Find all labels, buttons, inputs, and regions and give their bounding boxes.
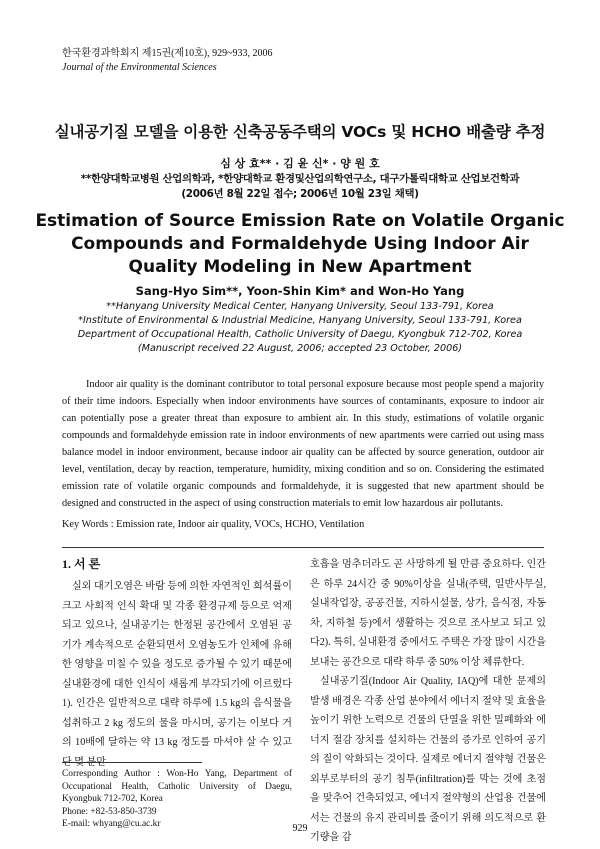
section-divider (62, 547, 544, 548)
journal-name-en: Journal of the Environmental Sciences (62, 62, 217, 73)
author-phone: Phone: +82-53-850-3739 (62, 806, 157, 817)
section-heading: 1. 서 론 (62, 557, 101, 571)
affiliations-en (0, 300, 600, 356)
author-email: E-mail: whyang@cu.ac.kr (62, 819, 161, 829)
journal-header (62, 47, 273, 75)
authors-ko: 심 상 효** · 김 윤 신* · 양 원 호 (220, 157, 380, 170)
footnote-divider (62, 762, 202, 763)
paper-title-en (0, 210, 600, 279)
affiliation-en-line: Department of Occupational Health, Catholic University of Daegu, Kyongbuk 712-702, Korea (77, 329, 523, 340)
page-number: 929 (292, 823, 308, 834)
corresponding-author-footnote (62, 768, 292, 831)
left-column (62, 555, 292, 772)
journal-citation-ko: 한국환경과학회지 제15권(제10호), 929~933, 2006 (62, 48, 273, 59)
body-paragraph: 실외 대기오염은 바람 등에 의한 자연적인 희석률이 크고 사회적 인식 확대 및 각종 환경규제 등으로 억제되고 있으나, 실내공기는 한정된 공간에서 오염된 공기가 계속적으로 순환되면서 오염농도가 인체에 유해한 영향을 미칠 수 있을 정도로 증가될 수 있기 때문에 실내환경에 대한 인식이 새롭게 부각되기에 이르렀다1). 인간은 일반적으로 대략 하루에 1.5 kg의 음식물을 섭취하고 2 kg 정도의 물을 마시며, 공기는 이보다 거의 10배에 달하는 약 13 kg 정도를 마셔야 살 수 있고 단 몇 분만 (62, 581, 292, 768)
authors-en: Sang-Hyo Sim**, Yoon-Shin Kim* and Won-Ho Yang (135, 284, 465, 298)
body-paragraph: 실내공기질(Indoor Air Quality, IAQ)에 대한 문제의 발생 배경은 각종 산업 분야에서 에너지 절약 및 효율을 높이기 위한 노력으로 건물의 단열을 위한 밀폐화와 에너지 절감 장치를 설치하는 건물의 증가로 인하여 공기의 질이 악화되는 것이다. 실제로 에너지 절약형 건물은 외부로부터의 공기 침투(infiltration)를 막는 것에 초점을 맞추어 건축되었고, 에너지 절약형의 산업용 건물에서는 건물의 유지 관리비를 줄이기 위해 의도적으로 환기량을 감 (310, 676, 546, 843)
right-column (310, 555, 546, 848)
paper-title-en-line: Compounds and Formaldehyde Using Indoor Air (71, 234, 529, 254)
received-date-ko: (2006년 8월 22일 접수; 2006년 10월 23일 채택) (181, 188, 419, 200)
body-paragraph: 호흡을 멈추더라도 곧 사망하게 될 만큼 중요하다. 인간은 하루 24시간 중 90%이상을 실내(주택, 일반사무실, 실내작업장, 공공건물, 지하시설물, 상가, 음식점, 자동차, 지하철 등)에서 생활하는 것으로 조사보고 되고 있다2). 특히, 실내환경 중에서도 주택은 가장 많이 시간을 보내는 공간으로 대략 하루 중 50% 이상 체류한다. (310, 559, 546, 668)
paper-title-ko: 실내공기질 모델을 이용한 신축공동주택의 VOCs 및 HCHO 배출량 추정 (54, 123, 546, 141)
affiliation-ko-line: **한양대학교병원 산업의학과, *한양대학교 환경및산업의학연구소, 대구가톨릭대학교 산업보건학과 (80, 173, 520, 185)
manuscript-dates: (Manuscript received 22 August, 2006; accepted 23 October, 2006) (137, 343, 463, 354)
corresponding-author: Corresponding Author : Won-Ho Yang, Department of Occupational Health, Catholic University of Daegu, Kyongbuk 712-702, Korea (62, 769, 292, 804)
affiliation-en-line: *Institute of Environmental & Industrial Medicine, Hanyang University, Seoul 133-791, Korea (78, 315, 522, 326)
affiliations-ko (0, 172, 600, 202)
keywords: Key Words : Emission rate, Indoor air quality, VOCs, HCHO, Ventilation (62, 519, 365, 530)
affiliation-en-line: **Hanyang University Medical Center, Hanyang University, Seoul 133-791, Korea (106, 301, 494, 312)
paper-title-en-line: Quality Modeling in New Apartment (128, 257, 472, 277)
abstract: Indoor air quality is the dominant contributor to total personal exposure because most people spend a majority of their time indoors. Especially when indoor environments have sources of contaminants, exposure to indoor air can potentially pose a greater threat than exposure to ambient air. In this study, estimations of volatile organic compounds and formaldehyde emission rate in indoor environments of new apartments were carried out using mass balance model in indoor environment, because indoor air quality can be affected by source generation, outdoor air level, ventilation, decay by reaction, temperature, humidity, mixing condition and so on. Considering the estimated emission rate of volatile organic compounds and formaldehyde, it is suggested that new apartment should be designed and constructed in the aspect of using construction materials to emit low hazardous air pollutants. (62, 379, 544, 509)
paper-title-en-line: Estimation of Source Emission Rate on Volatile Organic (35, 211, 565, 231)
